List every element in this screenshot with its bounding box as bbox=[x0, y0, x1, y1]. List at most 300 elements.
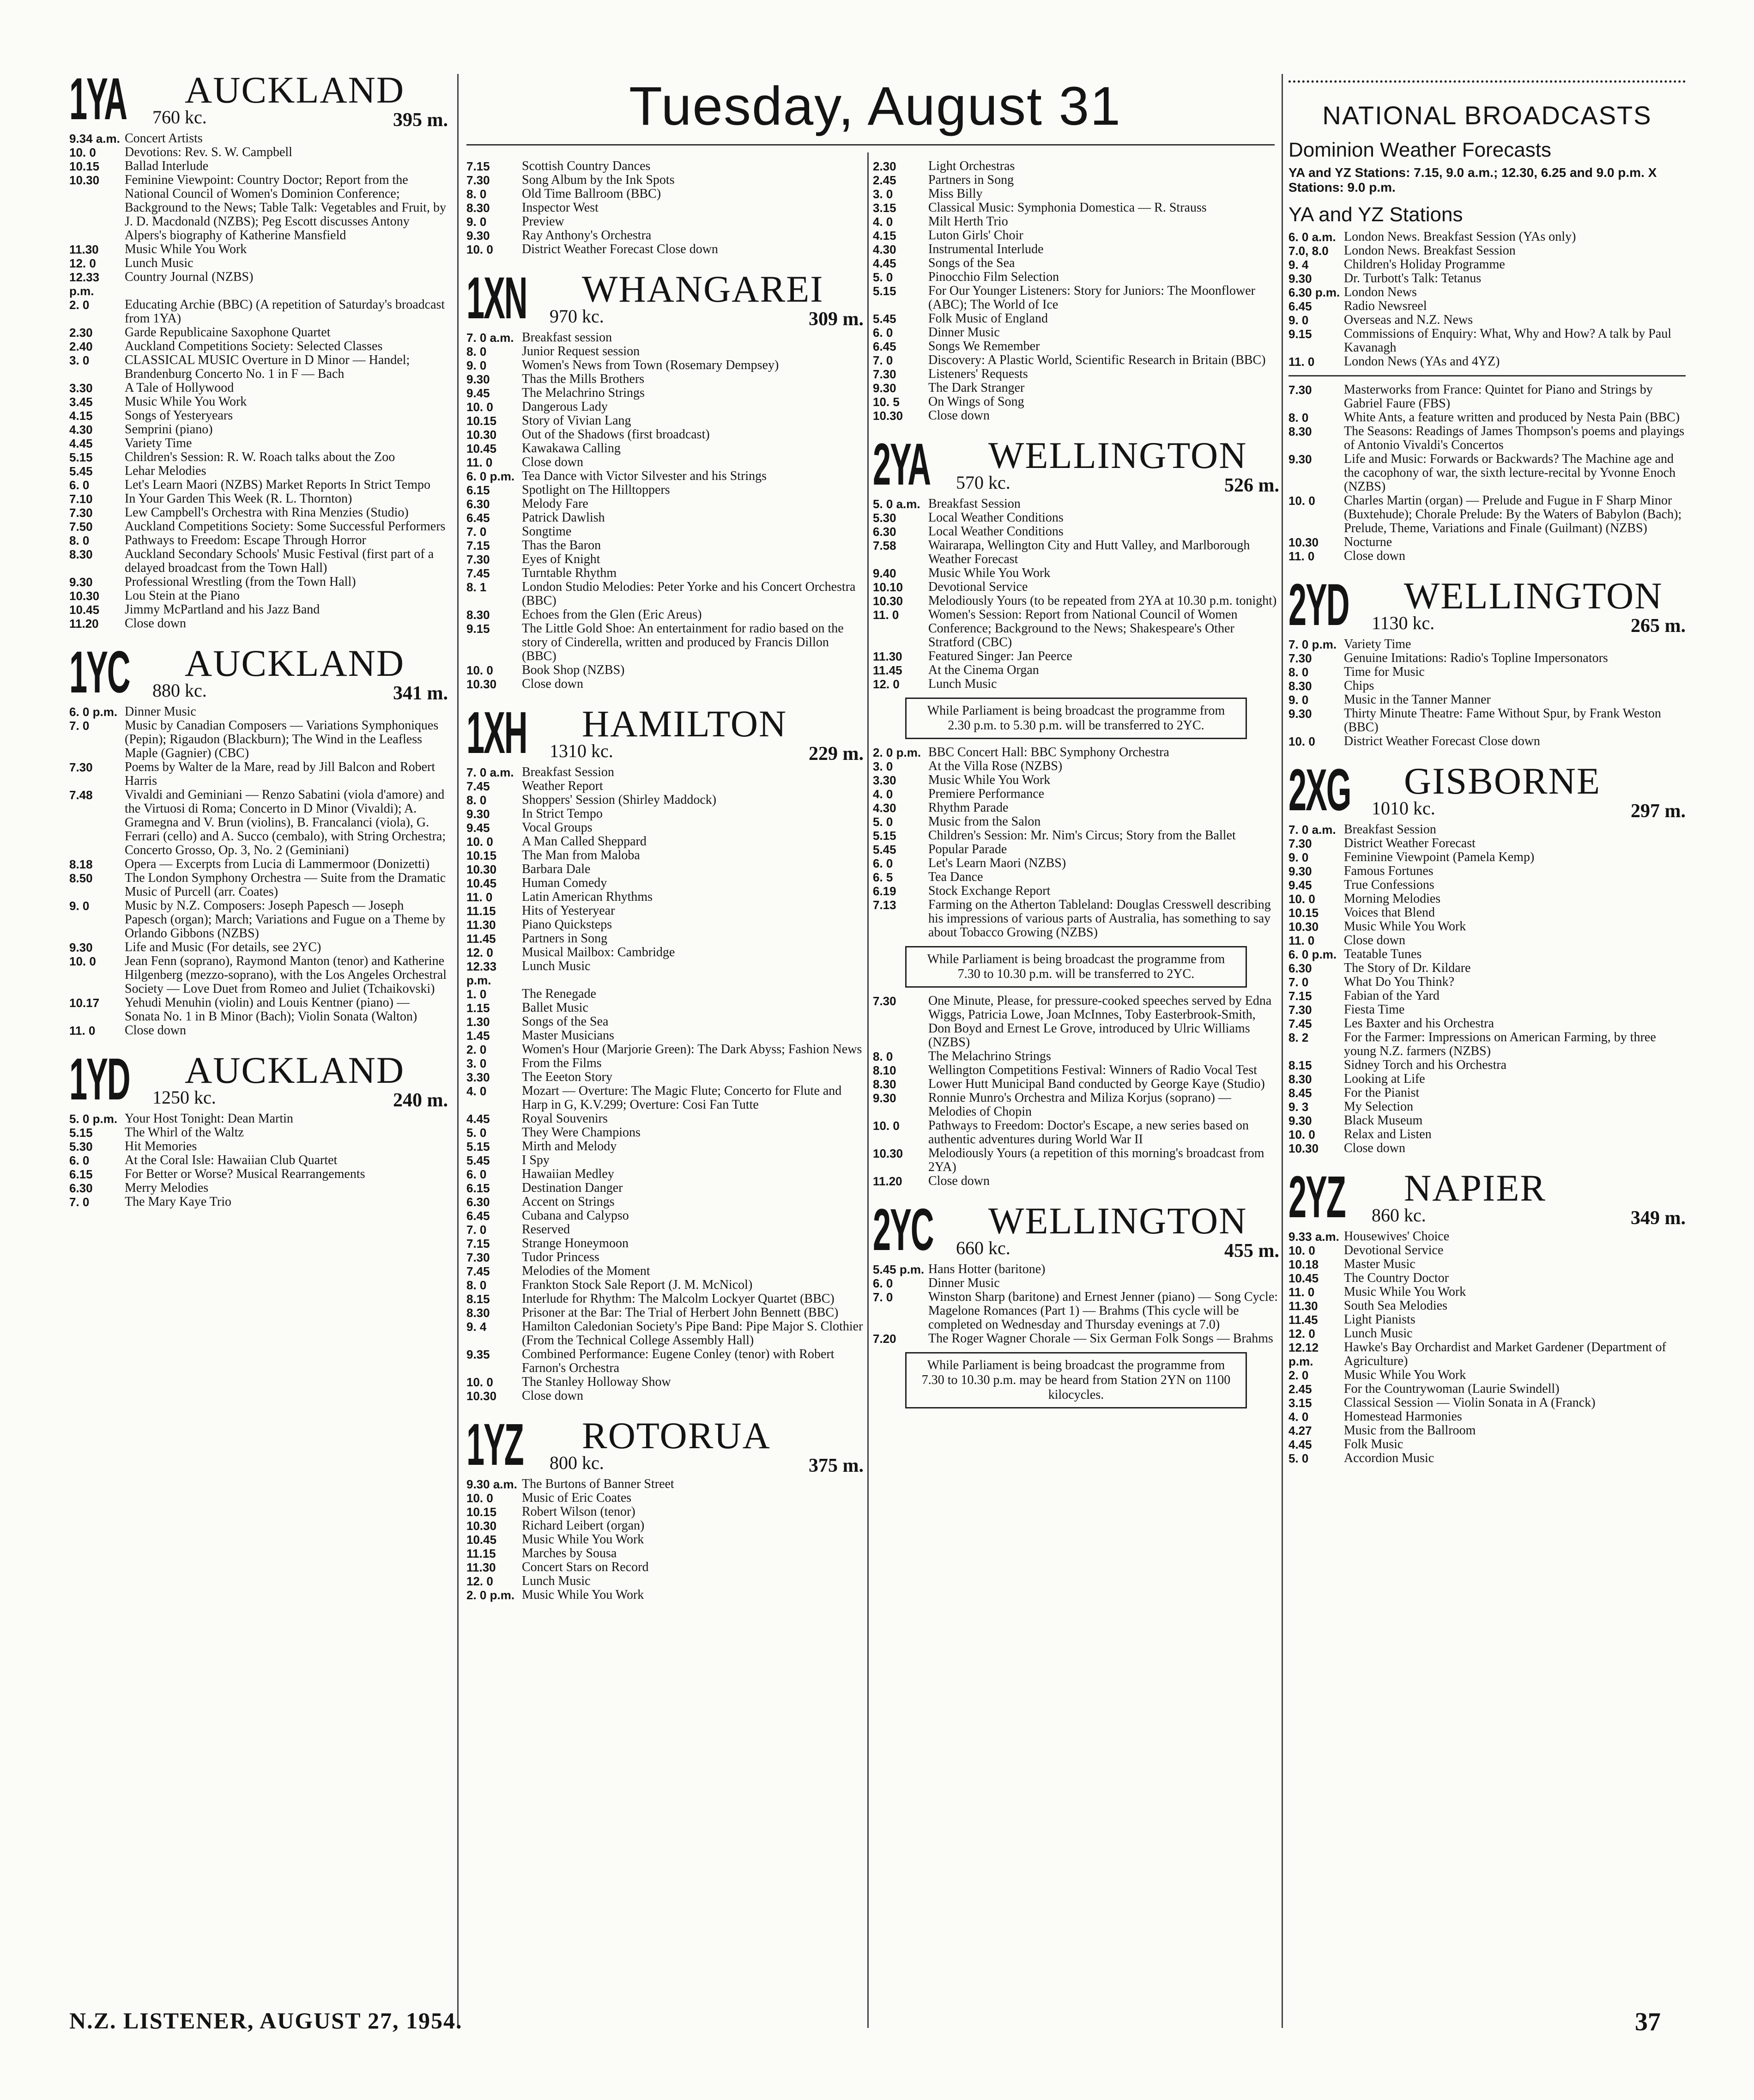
programme-list-1xn bbox=[466, 331, 864, 691]
programme-row bbox=[873, 759, 1279, 773]
programme-time: 9.45 bbox=[466, 821, 490, 835]
programme-row bbox=[69, 353, 448, 381]
programme-time: 10. 0 bbox=[1288, 892, 1315, 906]
programme-title: Concert Artists bbox=[125, 131, 203, 146]
programme-title: Lunch Music bbox=[125, 256, 194, 270]
programme-row bbox=[69, 423, 448, 437]
programme-row bbox=[69, 1167, 448, 1181]
programme-time: 12.12 p.m. bbox=[1288, 1341, 1319, 1368]
programme-time: 7. 0 a.m. bbox=[466, 765, 514, 779]
programme-time: 9. 0 bbox=[466, 215, 487, 229]
station-wavelength: 349 m. bbox=[1631, 1208, 1686, 1229]
programme-time: 11.20 bbox=[69, 617, 99, 631]
programme-title: Auckland Competitions Society: Some Successful Performers bbox=[125, 519, 446, 534]
programme-title: Lew Campbell's Orchestra with Rina Menzies (Studio) bbox=[125, 505, 409, 520]
programme-row bbox=[69, 395, 448, 409]
programme-list-2ya bbox=[873, 497, 1279, 691]
programme-time: 5.15 bbox=[873, 829, 896, 843]
programme-time: 10. 0 bbox=[69, 954, 96, 968]
programme-title: Hawke's Bay Orchardist and Market Gardener (Department of Agriculture) bbox=[1344, 1340, 1666, 1368]
programme-row bbox=[69, 1153, 448, 1167]
programme-time: 7. 0 a.m. bbox=[466, 331, 514, 345]
programme-row bbox=[69, 506, 448, 520]
programme-time: 8. 0 bbox=[1288, 411, 1309, 425]
programme-title: Pathways to Freedom: Escape Through Horror bbox=[125, 533, 366, 547]
programme-time: 11.30 bbox=[466, 1560, 496, 1574]
programme-time: 5.30 bbox=[873, 511, 896, 525]
programme-row bbox=[873, 773, 1279, 787]
programme-time: 10.10 bbox=[873, 580, 903, 594]
programme-time: 10. 0 bbox=[466, 663, 493, 677]
programme-row bbox=[873, 1262, 1279, 1276]
programme-time: 10.45 bbox=[466, 442, 497, 455]
programme-row bbox=[466, 904, 864, 918]
programme-title: The Burtons of Banner Street bbox=[522, 1477, 674, 1491]
programme-row bbox=[1288, 313, 1686, 327]
station-code: 1YD bbox=[69, 1046, 130, 1112]
programme-time: 2. 0 bbox=[1288, 1368, 1309, 1382]
station-city: AUCKLAND bbox=[185, 1049, 405, 1091]
programme-time: 4.15 bbox=[69, 409, 93, 423]
programme-title: Hits of Yesteryear bbox=[522, 904, 615, 918]
programme-time: 7.45 bbox=[466, 566, 490, 580]
programme-row bbox=[466, 1519, 864, 1533]
programme-title: Music While You Work bbox=[522, 1588, 644, 1602]
programme-row bbox=[873, 367, 1279, 381]
programme-time: 7. 0 bbox=[466, 1223, 487, 1237]
programme-title: Les Baxter and his Orchestra bbox=[1344, 1016, 1494, 1031]
programme-row bbox=[69, 941, 448, 954]
programme-title: Milt Herth Trio bbox=[928, 214, 1008, 229]
programme-title: Melody Fare bbox=[522, 497, 588, 511]
programme-row bbox=[69, 603, 448, 617]
programme-row bbox=[466, 1375, 864, 1389]
programme-row bbox=[466, 552, 864, 566]
programme-row bbox=[873, 353, 1279, 367]
programme-time: 7.30 bbox=[466, 173, 490, 187]
programme-row bbox=[466, 1153, 864, 1167]
programme-row bbox=[1288, 637, 1686, 651]
programme-time: 4.30 bbox=[873, 801, 896, 815]
programme-title: Ronnie Munro's Orchestra and Miliza Korjus (soprano) — Melodies of Chopin bbox=[928, 1091, 1231, 1119]
programme-title: Dangerous Lady bbox=[522, 400, 608, 414]
programme-row bbox=[1288, 1244, 1686, 1257]
programme-title: Featured Singer: Jan Peerce bbox=[928, 649, 1072, 663]
programme-time: 9. 4 bbox=[1288, 258, 1309, 272]
programme-time: 10.17 bbox=[69, 996, 100, 1010]
programme-time: 3. 0 bbox=[873, 759, 893, 773]
programme-title: Music While You Work bbox=[125, 395, 247, 409]
programme-row bbox=[873, 856, 1279, 870]
programme-list-2yz bbox=[1288, 1230, 1686, 1465]
programme-time: 7.30 bbox=[1288, 1003, 1312, 1017]
programme-time: 10. 0 bbox=[1288, 734, 1315, 748]
programme-time: 8. 0 bbox=[873, 1050, 893, 1063]
programme-title: For Better or Worse? Musical Rearrangements bbox=[125, 1167, 365, 1181]
programme-title: Variety Time bbox=[125, 436, 192, 450]
programme-time: 3.15 bbox=[1288, 1396, 1312, 1410]
programme-time: 4.45 bbox=[69, 437, 93, 450]
programme-row bbox=[69, 954, 448, 996]
programme-row bbox=[466, 1070, 864, 1084]
programme-title: For Our Younger Listeners: Story for Juniors: The Moonflower (ABC); The World of Ice bbox=[928, 284, 1255, 312]
programme-time: 10.30 bbox=[466, 428, 497, 442]
programme-title: Homestead Harmonies bbox=[1344, 1409, 1462, 1424]
programme-time: 8.15 bbox=[466, 1292, 490, 1306]
dominion-weather-heading: Dominion Weather Forecasts bbox=[1288, 139, 1551, 161]
programme-title: Destination Danger bbox=[522, 1181, 623, 1195]
programme-row bbox=[69, 340, 448, 353]
station-frequency: 1010 kc. bbox=[1372, 798, 1435, 819]
programme-title: The Stanley Holloway Show bbox=[522, 1375, 671, 1389]
programme-row bbox=[466, 1588, 864, 1602]
programme-title: Lunch Music bbox=[522, 1574, 591, 1588]
programme-title: Teatable Tunes bbox=[1344, 947, 1422, 961]
programme-row bbox=[69, 899, 448, 941]
programme-time: 9. 0 bbox=[69, 899, 90, 913]
programme-row bbox=[873, 381, 1279, 395]
station-header-1yd bbox=[69, 1046, 448, 1112]
programme-title: Mozart — Overture: The Magic Flute; Concerto for Flute and Harp in G, K.V.299; Overture: Cosi Fan Tutte bbox=[522, 1084, 842, 1112]
programme-row bbox=[466, 1574, 864, 1588]
programme-row bbox=[69, 132, 448, 146]
dominion-weather-note: YA and YZ Stations: 7.15, 9.0 a.m.; 12.30, 6.25 and 9.0 p.m. X Stations: 9.0 p.m. bbox=[1288, 165, 1657, 194]
programme-title: The Roger Wagner Chorale — Six German Folk Songs — Brahms bbox=[928, 1331, 1273, 1346]
programme-row bbox=[873, 201, 1279, 215]
programme-row bbox=[1288, 1017, 1686, 1031]
programme-list-1ya bbox=[69, 132, 448, 631]
programme-time: 3. 0 bbox=[466, 1056, 487, 1070]
programme-time: 6.19 bbox=[873, 884, 896, 898]
programme-time: 8. 1 bbox=[466, 580, 487, 594]
programme-time: 7.30 bbox=[466, 552, 490, 566]
station-wavelength: 341 m. bbox=[393, 683, 448, 704]
programme-time: 10. 0 bbox=[466, 243, 493, 256]
programme-row bbox=[1288, 1424, 1686, 1438]
programme-title: Light Pianists bbox=[1344, 1312, 1415, 1327]
programme-time: 1.15 bbox=[466, 1001, 490, 1015]
programme-time: 12. 0 bbox=[466, 946, 493, 959]
programme-time: 5.15 bbox=[873, 284, 896, 298]
programme-row bbox=[1288, 425, 1686, 452]
programme-row bbox=[1288, 823, 1686, 837]
station-frequency: 1130 kc. bbox=[1372, 613, 1435, 633]
programme-row bbox=[466, 1264, 864, 1278]
programme-time: 6.30 bbox=[69, 1181, 93, 1195]
programme-title: Music While You Work bbox=[928, 773, 1051, 787]
programme-row bbox=[1288, 975, 1686, 989]
programme-row bbox=[69, 589, 448, 603]
programme-time: 6. 0 bbox=[466, 1167, 487, 1181]
programme-time: 10.15 bbox=[466, 849, 497, 862]
programme-title: Sidney Torch and his Orchestra bbox=[1344, 1058, 1507, 1072]
programme-time: 6. 0 bbox=[69, 478, 90, 492]
programme-row bbox=[69, 1126, 448, 1140]
column-2 bbox=[466, 159, 864, 1602]
programme-title: Ballet Music bbox=[522, 1001, 588, 1015]
programme-title: Melodiously Yours (to be repeated from 2YA at 10.30 p.m. tonight) bbox=[928, 594, 1277, 608]
programme-time: 8.30 bbox=[1288, 679, 1312, 693]
programme-time: 10.30 bbox=[873, 1147, 903, 1160]
programme-time: 8.10 bbox=[873, 1063, 896, 1077]
programme-row bbox=[69, 857, 448, 871]
programme-row bbox=[466, 1001, 864, 1015]
programme-row bbox=[69, 1112, 448, 1126]
station-header-2yc bbox=[873, 1197, 1279, 1263]
programme-time: 7.30 bbox=[873, 367, 896, 381]
programme-time: 7.30 bbox=[69, 506, 93, 520]
programme-row bbox=[1288, 1382, 1686, 1396]
programme-row bbox=[873, 284, 1279, 312]
programme-time: 5. 0 bbox=[1288, 1451, 1309, 1465]
programme-row bbox=[873, 594, 1279, 608]
programme-row bbox=[873, 884, 1279, 898]
programme-title: Close down bbox=[522, 677, 583, 691]
programme-row bbox=[1288, 1451, 1686, 1465]
programme-time: 11. 0 bbox=[1288, 1285, 1315, 1299]
programme-time: 9. 4 bbox=[466, 1320, 487, 1334]
programme-time: 7. 0 p.m. bbox=[1288, 637, 1337, 651]
programme-row bbox=[466, 779, 864, 793]
programme-time: 11.15 bbox=[466, 1547, 496, 1560]
station-frequency: 1250 kc. bbox=[152, 1087, 216, 1108]
programme-time: 6.30 p.m. bbox=[1288, 285, 1340, 299]
programme-time: 6.45 bbox=[466, 1209, 490, 1223]
programme-row bbox=[1288, 665, 1686, 679]
programme-title: Master Musicians bbox=[522, 1028, 614, 1043]
programme-row bbox=[1288, 411, 1686, 425]
programme-row bbox=[1288, 549, 1686, 563]
programme-title: London News (YAs and 4YZ) bbox=[1344, 354, 1500, 369]
programme-title: Time for Music bbox=[1344, 665, 1425, 679]
programme-row bbox=[1288, 1086, 1686, 1100]
programme-time: 10. 0 bbox=[873, 1119, 900, 1133]
programme-time: 8.45 bbox=[1288, 1086, 1312, 1100]
programme-row bbox=[1288, 734, 1686, 748]
programme-title: Overseas and N.Z. News bbox=[1344, 313, 1473, 327]
programme-title: The London Symphony Orchestra — Suite from the Dramatic Music of Purcell (arr. Coates) bbox=[125, 871, 446, 899]
programme-title: Poems by Walter de la Mare, read by Jill Balcon and Robert Harris bbox=[125, 760, 435, 788]
programme-time: 2. 0 p.m. bbox=[873, 746, 921, 759]
programme-title: Partners in Song bbox=[928, 173, 1014, 187]
programme-title: Your Host Tonight: Dean Martin bbox=[125, 1111, 293, 1126]
programme-time: 5.30 bbox=[69, 1140, 93, 1153]
programme-row bbox=[873, 815, 1279, 829]
station-code: 2XG bbox=[1288, 757, 1351, 823]
programme-time: 4.45 bbox=[1288, 1438, 1312, 1451]
programme-row bbox=[466, 386, 864, 400]
programme-title: Royal Souvenirs bbox=[522, 1111, 608, 1126]
programme-row bbox=[466, 1223, 864, 1237]
programme-time: 12.33 p.m. bbox=[69, 270, 100, 298]
programme-title: Out of the Shadows (first broadcast) bbox=[522, 427, 710, 442]
programme-title: Concert Stars on Record bbox=[522, 1560, 649, 1574]
programme-row bbox=[873, 159, 1279, 173]
programme-time: 9. 0 bbox=[1288, 313, 1309, 327]
programme-row bbox=[466, 1181, 864, 1195]
programme-time: 8.30 bbox=[873, 1077, 896, 1091]
programme-row bbox=[466, 959, 864, 987]
programme-time: 1.45 bbox=[466, 1029, 490, 1043]
programme-time: 5. 0 a.m. bbox=[873, 497, 920, 511]
programme-title: Country Journal (NZBS) bbox=[125, 270, 254, 284]
programme-time: 9. 0 bbox=[1288, 693, 1309, 707]
programme-title: Let's Learn Maori (NZBS) bbox=[928, 856, 1066, 870]
programme-time: 10. 5 bbox=[873, 395, 900, 409]
programme-time: 6. 0 bbox=[873, 326, 893, 340]
programme-list-1yz bbox=[466, 1477, 864, 1602]
programme-time: 2.40 bbox=[69, 340, 93, 353]
programme-row bbox=[1288, 934, 1686, 947]
programme-title: Women's Session: Report from National Council of Women Conference; Background to the News; Shakespeare's Other Stratford (CBC) bbox=[928, 607, 1238, 649]
programme-title: BBC Concert Hall: BBC Symphony Orchestra bbox=[928, 745, 1169, 759]
station-code: 2YC bbox=[873, 1197, 933, 1263]
divider bbox=[1288, 375, 1686, 376]
programme-row bbox=[466, 1347, 864, 1375]
station-wavelength: 526 m. bbox=[1224, 475, 1279, 496]
programme-row bbox=[466, 807, 864, 821]
station-frequency: 1310 kc. bbox=[550, 740, 613, 761]
programme-row bbox=[1288, 1100, 1686, 1114]
programme-time: 10.30 bbox=[1288, 920, 1319, 934]
programme-time: 7.50 bbox=[69, 520, 93, 534]
station-wavelength: 240 m. bbox=[393, 1090, 448, 1111]
programme-time: 9.15 bbox=[466, 622, 490, 636]
programme-title: Musical Mailbox: Cambridge bbox=[522, 945, 675, 959]
programme-title: Echoes from the Glen (Eric Areus) bbox=[522, 607, 702, 622]
programme-time: 5. 0 p.m. bbox=[69, 1112, 118, 1126]
programme-row bbox=[1288, 864, 1686, 878]
programme-title: Opera — Excerpts from Lucia di Lammermoor (Donizetti) bbox=[125, 857, 430, 871]
programme-title: Book Shop (NZBS) bbox=[522, 663, 625, 677]
national-broadcasts-title: NATIONAL BROADCASTS bbox=[1322, 101, 1652, 130]
station-city: WELLINGTON bbox=[988, 1200, 1247, 1242]
programme-row bbox=[466, 442, 864, 455]
programme-title: Children's Holiday Programme bbox=[1344, 257, 1505, 272]
station-frequency: 660 kc. bbox=[956, 1238, 1010, 1258]
programme-title: Cubana and Calypso bbox=[522, 1208, 629, 1223]
programme-time: 5.45 bbox=[466, 1153, 490, 1167]
programme-time: 10.30 bbox=[466, 862, 497, 876]
programme-row bbox=[69, 1140, 448, 1153]
programme-title: Turntable Rhythm bbox=[522, 566, 617, 580]
programme-title: Spotlight on The Hilltoppers bbox=[522, 483, 670, 497]
programme-title: Genuine Imitations: Radio's Topline Impersonators bbox=[1344, 651, 1608, 665]
programme-time: 6.15 bbox=[69, 1167, 93, 1181]
programme-time: 7. 0 bbox=[873, 1290, 893, 1304]
programme-title: Local Weather Conditions bbox=[928, 510, 1064, 525]
programme-row bbox=[873, 539, 1279, 566]
programme-title: Songs We Remember bbox=[928, 339, 1040, 353]
programme-time: 12. 0 bbox=[1288, 1327, 1315, 1341]
programme-row bbox=[873, 801, 1279, 815]
programme-title: Music While You Work bbox=[522, 1532, 644, 1547]
programme-time: 5.45 bbox=[873, 312, 896, 326]
programme-title: Music While You Work bbox=[1344, 919, 1466, 934]
programme-row bbox=[466, 455, 864, 469]
programme-time: 6. 0 p.m. bbox=[466, 469, 515, 483]
programme-title: Strange Honeymoon bbox=[522, 1236, 629, 1250]
programme-time: 6. 0 p.m. bbox=[69, 705, 118, 719]
programme-title: Breakfast Session bbox=[522, 765, 614, 779]
programme-row bbox=[873, 608, 1279, 649]
station-header-1yz bbox=[466, 1412, 864, 1478]
programme-row bbox=[873, 1174, 1279, 1188]
station-code: 1XN bbox=[466, 265, 527, 331]
station-city: HAMILTON bbox=[582, 703, 787, 745]
programme-row bbox=[1288, 1031, 1686, 1058]
programme-row bbox=[69, 409, 448, 423]
programme-row bbox=[1288, 1327, 1686, 1341]
programme-title: District Weather Forecast Close down bbox=[522, 242, 718, 256]
programme-row bbox=[69, 760, 448, 788]
programme-time: 7. 0 bbox=[466, 525, 487, 539]
programme-title: Piano Quicksteps bbox=[522, 917, 612, 932]
programme-time: 11.45 bbox=[873, 663, 902, 677]
programme-title: Eyes of Knight bbox=[522, 552, 600, 566]
programme-row bbox=[873, 1050, 1279, 1063]
programme-row bbox=[873, 243, 1279, 256]
programme-row bbox=[466, 173, 864, 187]
programme-title: Housewives' Choice bbox=[1344, 1229, 1450, 1244]
programme-row bbox=[873, 256, 1279, 270]
programme-row bbox=[69, 146, 448, 159]
programme-time: 10. 0 bbox=[1288, 1128, 1315, 1141]
programme-time: 10. 0 bbox=[466, 400, 493, 414]
programme-row bbox=[69, 464, 448, 478]
programme-row bbox=[466, 1560, 864, 1574]
programme-title: Accent on Strings bbox=[522, 1195, 615, 1209]
station-code: 1XH bbox=[466, 700, 527, 766]
programme-row bbox=[466, 1015, 864, 1029]
programme-title: Stock Exchange Report bbox=[928, 884, 1051, 898]
programme-row bbox=[1288, 1114, 1686, 1128]
programme-row bbox=[466, 663, 864, 677]
programme-title: My Selection bbox=[1344, 1099, 1414, 1114]
programme-title: Songs of Yesteryears bbox=[125, 408, 233, 423]
station-frequency: 970 kc. bbox=[550, 306, 604, 327]
programme-title: Close down bbox=[928, 1174, 990, 1188]
programme-title: For the Countrywoman (Laurie Swindell) bbox=[1344, 1382, 1560, 1396]
programme-title: Music from the Ballroom bbox=[1344, 1423, 1476, 1438]
programme-row bbox=[69, 326, 448, 340]
programme-time: 11.45 bbox=[1288, 1313, 1318, 1327]
programme-title: Wairarapa, Wellington City and Hutt Valley, and Marlborough Weather Forecast bbox=[928, 538, 1250, 566]
programme-title: Children's Session: Mr. Nim's Circus; Story from the Ballet bbox=[928, 828, 1236, 843]
programme-title: Songs of the Sea bbox=[522, 1014, 609, 1029]
programme-title: Lehar Melodies bbox=[125, 464, 206, 478]
programme-time: 2.30 bbox=[873, 159, 896, 173]
programme-row bbox=[69, 173, 448, 243]
programme-time: 3.45 bbox=[69, 395, 93, 409]
programme-row bbox=[1288, 892, 1686, 906]
programme-time: 6.30 bbox=[466, 1195, 490, 1209]
programme-row bbox=[466, 428, 864, 442]
programme-time: 11.15 bbox=[466, 904, 496, 918]
programme-time: 2. 0 bbox=[466, 1043, 487, 1056]
programme-title: The Whirl of the Waltz bbox=[125, 1125, 244, 1140]
programme-time: 6. 0 p.m. bbox=[1288, 947, 1337, 961]
programme-time: 10.30 bbox=[69, 173, 100, 187]
programme-time: 7.15 bbox=[466, 539, 490, 552]
programme-row bbox=[466, 358, 864, 372]
programme-list-2xg bbox=[1288, 823, 1686, 1155]
programme-title: Listeners' Requests bbox=[928, 367, 1028, 381]
programme-row bbox=[466, 608, 864, 622]
programme-title: Melodiously Yours (a repetition of this morning's broadcast from 2YA) bbox=[928, 1146, 1264, 1174]
station-code: 1YZ bbox=[466, 1412, 523, 1478]
programme-row bbox=[466, 215, 864, 229]
